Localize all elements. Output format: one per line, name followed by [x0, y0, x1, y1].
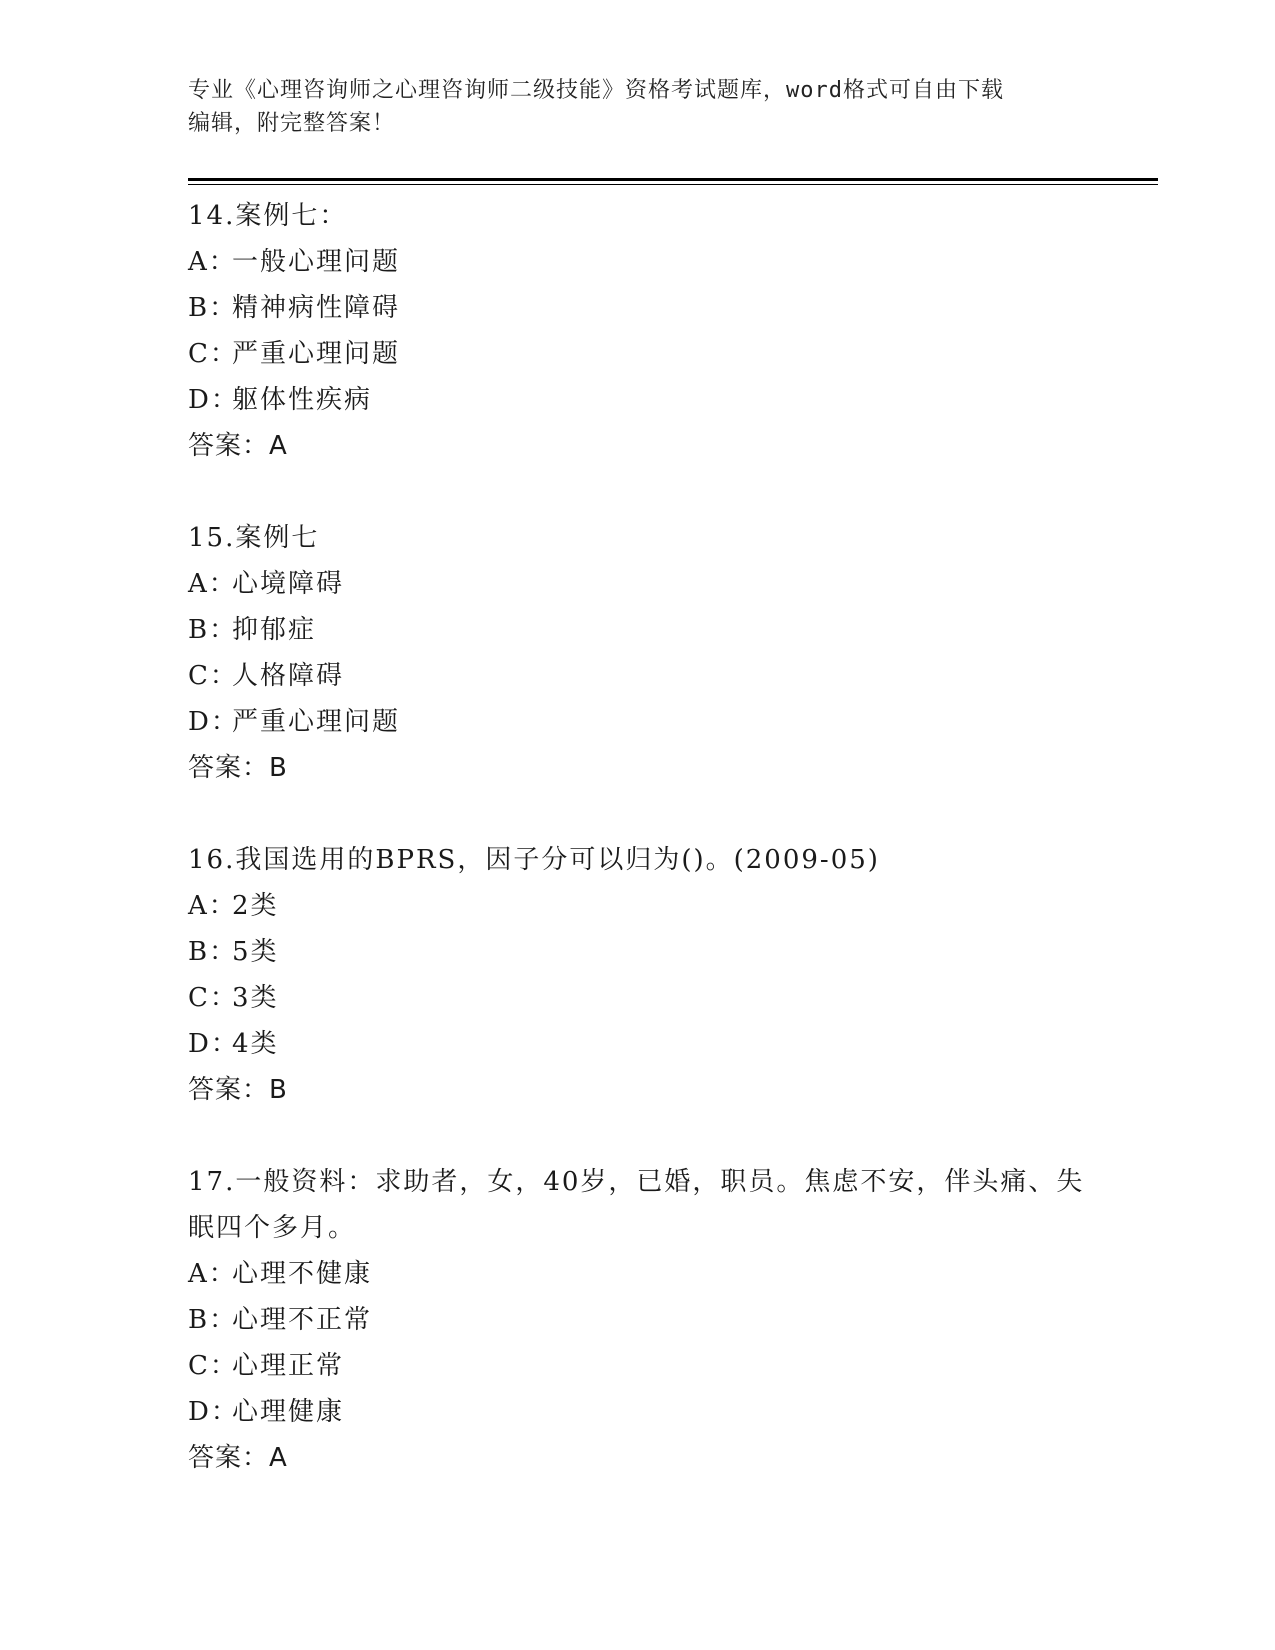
option-text: 3类 — [232, 983, 279, 1013]
option-text: 心理正常 — [232, 1351, 345, 1381]
option-text: 2类 — [232, 891, 279, 921]
option-a — [188, 239, 1088, 285]
option-text: 心理不健康 — [232, 1259, 373, 1289]
option-letter: C： — [188, 339, 238, 369]
option-a — [188, 561, 1088, 607]
answer-line: 答案：B — [188, 1075, 288, 1105]
answer-line: 答案：A — [188, 431, 288, 461]
document-header — [188, 74, 1068, 140]
answer-line: 答案：A — [188, 1443, 288, 1473]
option-b — [188, 1297, 1088, 1343]
option-b — [188, 929, 1088, 975]
option-text: 心理不正常 — [232, 1305, 373, 1335]
option-text: 5类 — [232, 937, 279, 967]
option-d — [188, 699, 1088, 745]
header-divider-thick — [188, 178, 1158, 181]
option-letter: B： — [188, 1305, 238, 1335]
option-text: 4类 — [232, 1029, 279, 1059]
question-stem: 16.我国选用的BPRS，因子分可以归为()。(2009-05) — [188, 845, 880, 875]
question-list — [188, 193, 1088, 1527]
option-c — [188, 975, 1088, 1021]
option-text: 心理健康 — [232, 1397, 345, 1427]
option-letter: C： — [188, 1351, 238, 1381]
option-d — [188, 377, 1088, 423]
option-text: 人格障碍 — [232, 661, 345, 691]
question-16 — [188, 837, 1088, 1113]
option-a — [188, 1251, 1088, 1297]
question-14 — [188, 193, 1088, 469]
option-text: 严重心理问题 — [232, 707, 401, 737]
option-text: 严重心理问题 — [232, 339, 401, 369]
option-b — [188, 285, 1088, 331]
option-text: 一般心理问题 — [232, 247, 401, 277]
option-letter: D： — [188, 1029, 239, 1059]
question-stem: 17.一般资料：求助者，女，40岁，已婚，职员。焦虑不安，伴头痛、失眠四个多月。 — [188, 1167, 1085, 1243]
option-letter: A： — [188, 247, 237, 277]
option-letter: A： — [188, 569, 237, 599]
option-a — [188, 883, 1088, 929]
option-letter: B： — [188, 293, 238, 323]
option-letter: B： — [188, 615, 238, 645]
header-line-1: 专业《心理咨询师之心理咨询师二级技能》资格考试题库，word格式可自由下载 — [188, 78, 1004, 103]
option-letter: A： — [188, 1259, 237, 1289]
option-letter: D： — [188, 385, 239, 415]
question-stem: 15.案例七 — [188, 523, 320, 553]
option-text: 心境障碍 — [232, 569, 345, 599]
option-text: 抑郁症 — [232, 615, 317, 645]
option-text: 躯体性疾病 — [232, 385, 373, 415]
option-c — [188, 653, 1088, 699]
option-d — [188, 1389, 1088, 1435]
option-c — [188, 331, 1088, 377]
option-letter: C： — [188, 661, 238, 691]
option-letter: D： — [188, 707, 239, 737]
option-d — [188, 1021, 1088, 1067]
header-line-2: 编辑，附完整答案！ — [188, 111, 396, 136]
question-stem: 14.案例七： — [188, 201, 348, 231]
option-b — [188, 607, 1088, 653]
question-17 — [188, 1159, 1088, 1481]
header-divider-thin — [188, 184, 1158, 185]
question-15 — [188, 515, 1088, 791]
option-letter: D： — [188, 1397, 239, 1427]
option-text: 精神病性障碍 — [232, 293, 401, 323]
answer-line: 答案：B — [188, 753, 288, 783]
option-letter: C： — [188, 983, 238, 1013]
option-letter: A： — [188, 891, 237, 921]
option-c — [188, 1343, 1088, 1389]
option-letter: B： — [188, 937, 238, 967]
